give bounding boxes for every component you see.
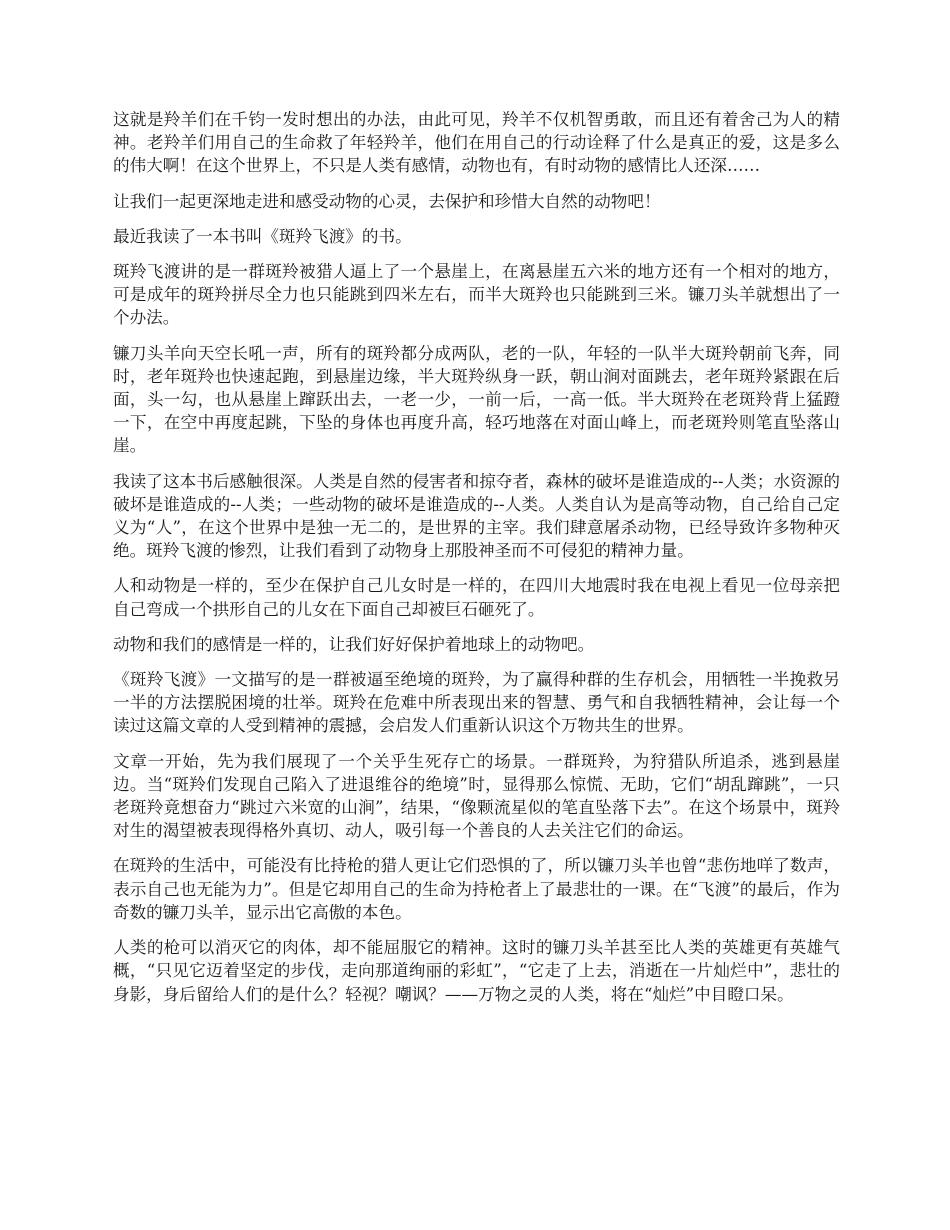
paragraph-8: 动物和我们的感情是一样的，让我们好好保护着地球上的动物吧。 [113, 634, 595, 654]
paragraph-6: 我读了这本书后感触很深。人类是自然的侵害者和掠夺者，森林的破坏是谁造成的--人类；水资源的破坏是谁造成的--人类；一些动物的破坏是谁造成的--人类。人类自认为是高等动物，自己给自己定义为“人”，在这个世界中是独一无二的，是世界的主宰。我们肆意屠杀动物，已经导致许多物种灭绝。斑羚飞渡的惨烈，让我们看到了动物身上那股神圣而不可侵犯的精神力量。 [113, 471, 840, 561]
paragraph-1: 这就是羚羊们在千钧一发时想出的办法，由此可见，羚羊不仅机智勇敢，而且还有着舍己为人的精神。老羚羊们用自己的生命救了年轻羚羊，他们在用自己的行动诠释了什么是真正的爱，这是多么的伟大啊！在这个世界上，不只是人类有感情，动物也有，有时动物的感情比人还深…… [113, 110, 840, 176]
paragraph-11: 在斑羚的生活中，可能没有比持枪的猎人更让它们恐惧的了，所以镰刀头羊也曾“悲伤地咩了数声，表示自己也无能为力”。但是它却用自己的生命为持枪者上了最悲壮的一课。在“飞渡”的最后，作为奇数的镰刀头羊，显示出它高傲的本色。 [113, 856, 840, 922]
paragraph-9: 《斑羚飞渡》一文描写的是一群被逼至绝境的斑羚，为了赢得种群的生存机会，用牺牲一半挽救另一半的方法摆脱困境的壮举。斑羚在危难中所表现出来的智慧、勇气和自我牺牲精神，会让每一个读过这篇文章的人受到精神的震撼，会启发人们重新认识这个万物共生的世界。 [113, 670, 840, 736]
paragraph-12: 人类的枪可以消灭它的肉体，却不能屈服它的精神。这时的镰刀头羊甚至比人类的英雄更有英雄气概，“只见它迈着坚定的步伐，走向那道绚丽的彩虹”，“它走了上去，消逝在一片灿烂中”，悲壮的身影，身后留给人们的是什么？轻视？嘲讽？——万物之灵的人类，将在“灿烂”中目瞪口呆。 [113, 938, 840, 1004]
paragraph-3: 最近我读了一本书叫《斑羚飞渡》的书。 [113, 226, 412, 246]
paragraph-10: 文章一开始，先为我们展现了一个关乎生死存亡的场景。一群斑羚，为狩猎队所追杀，逃到悬崖边。当“斑羚们发现自己陷入了进退维谷的绝境”时，显得那么惊慌、无助，它们“胡乱蹿跳”，一只老斑羚竟想奋力“跳过六米宽的山涧”，结果，“像颗流星似的笔直坠落下去”。在这个场景中，斑羚对生的渴望被表现得格外真切、动人，吸引每一个善良的人去关注它们的命运。 [113, 751, 840, 841]
article-body [113, 108, 840, 1018]
paragraph-4: 斑羚飞渡讲的是一群斑羚被猎人逼上了一个悬崖上，在离悬崖五六米的地方还有一个相对的地方，可是成年的斑羚拼尽全力也只能跳到四米左右，而半大斑羚也只能跳到三米。镰刀头羊就想出了一个办法。 [113, 262, 840, 328]
paragraph-5: 镰刀头羊向天空长吼一声，所有的斑羚都分成两队，老的一队，年轻的一队半大斑羚朝前飞奔，同时，老年斑羚也快速起跑，到悬崖边缘，半大斑羚纵身一跃，朝山涧对面跳去，老年斑羚紧跟在后面，头一勾，也从悬崖上蹿跃出去，一老一少，一前一后，一高一低。半大斑羚在老斑羚背上猛蹬一下，在空中再度起跳，下坠的身体也再度升高，轻巧地落在对面山峰上，而老斑羚则笔直坠落山崖。 [113, 343, 840, 456]
paragraph-7: 人和动物是一样的，至少在保护自己儿女时是一样的，在四川大地震时我在电视上看见一位母亲把自己弯成一个拱形自己的儿女在下面自己却被巨石砸死了。 [113, 576, 840, 619]
paragraph-2: 让我们一起更深地走进和感受动物的心灵，去保护和珍惜大自然的动物吧！ [113, 191, 661, 211]
